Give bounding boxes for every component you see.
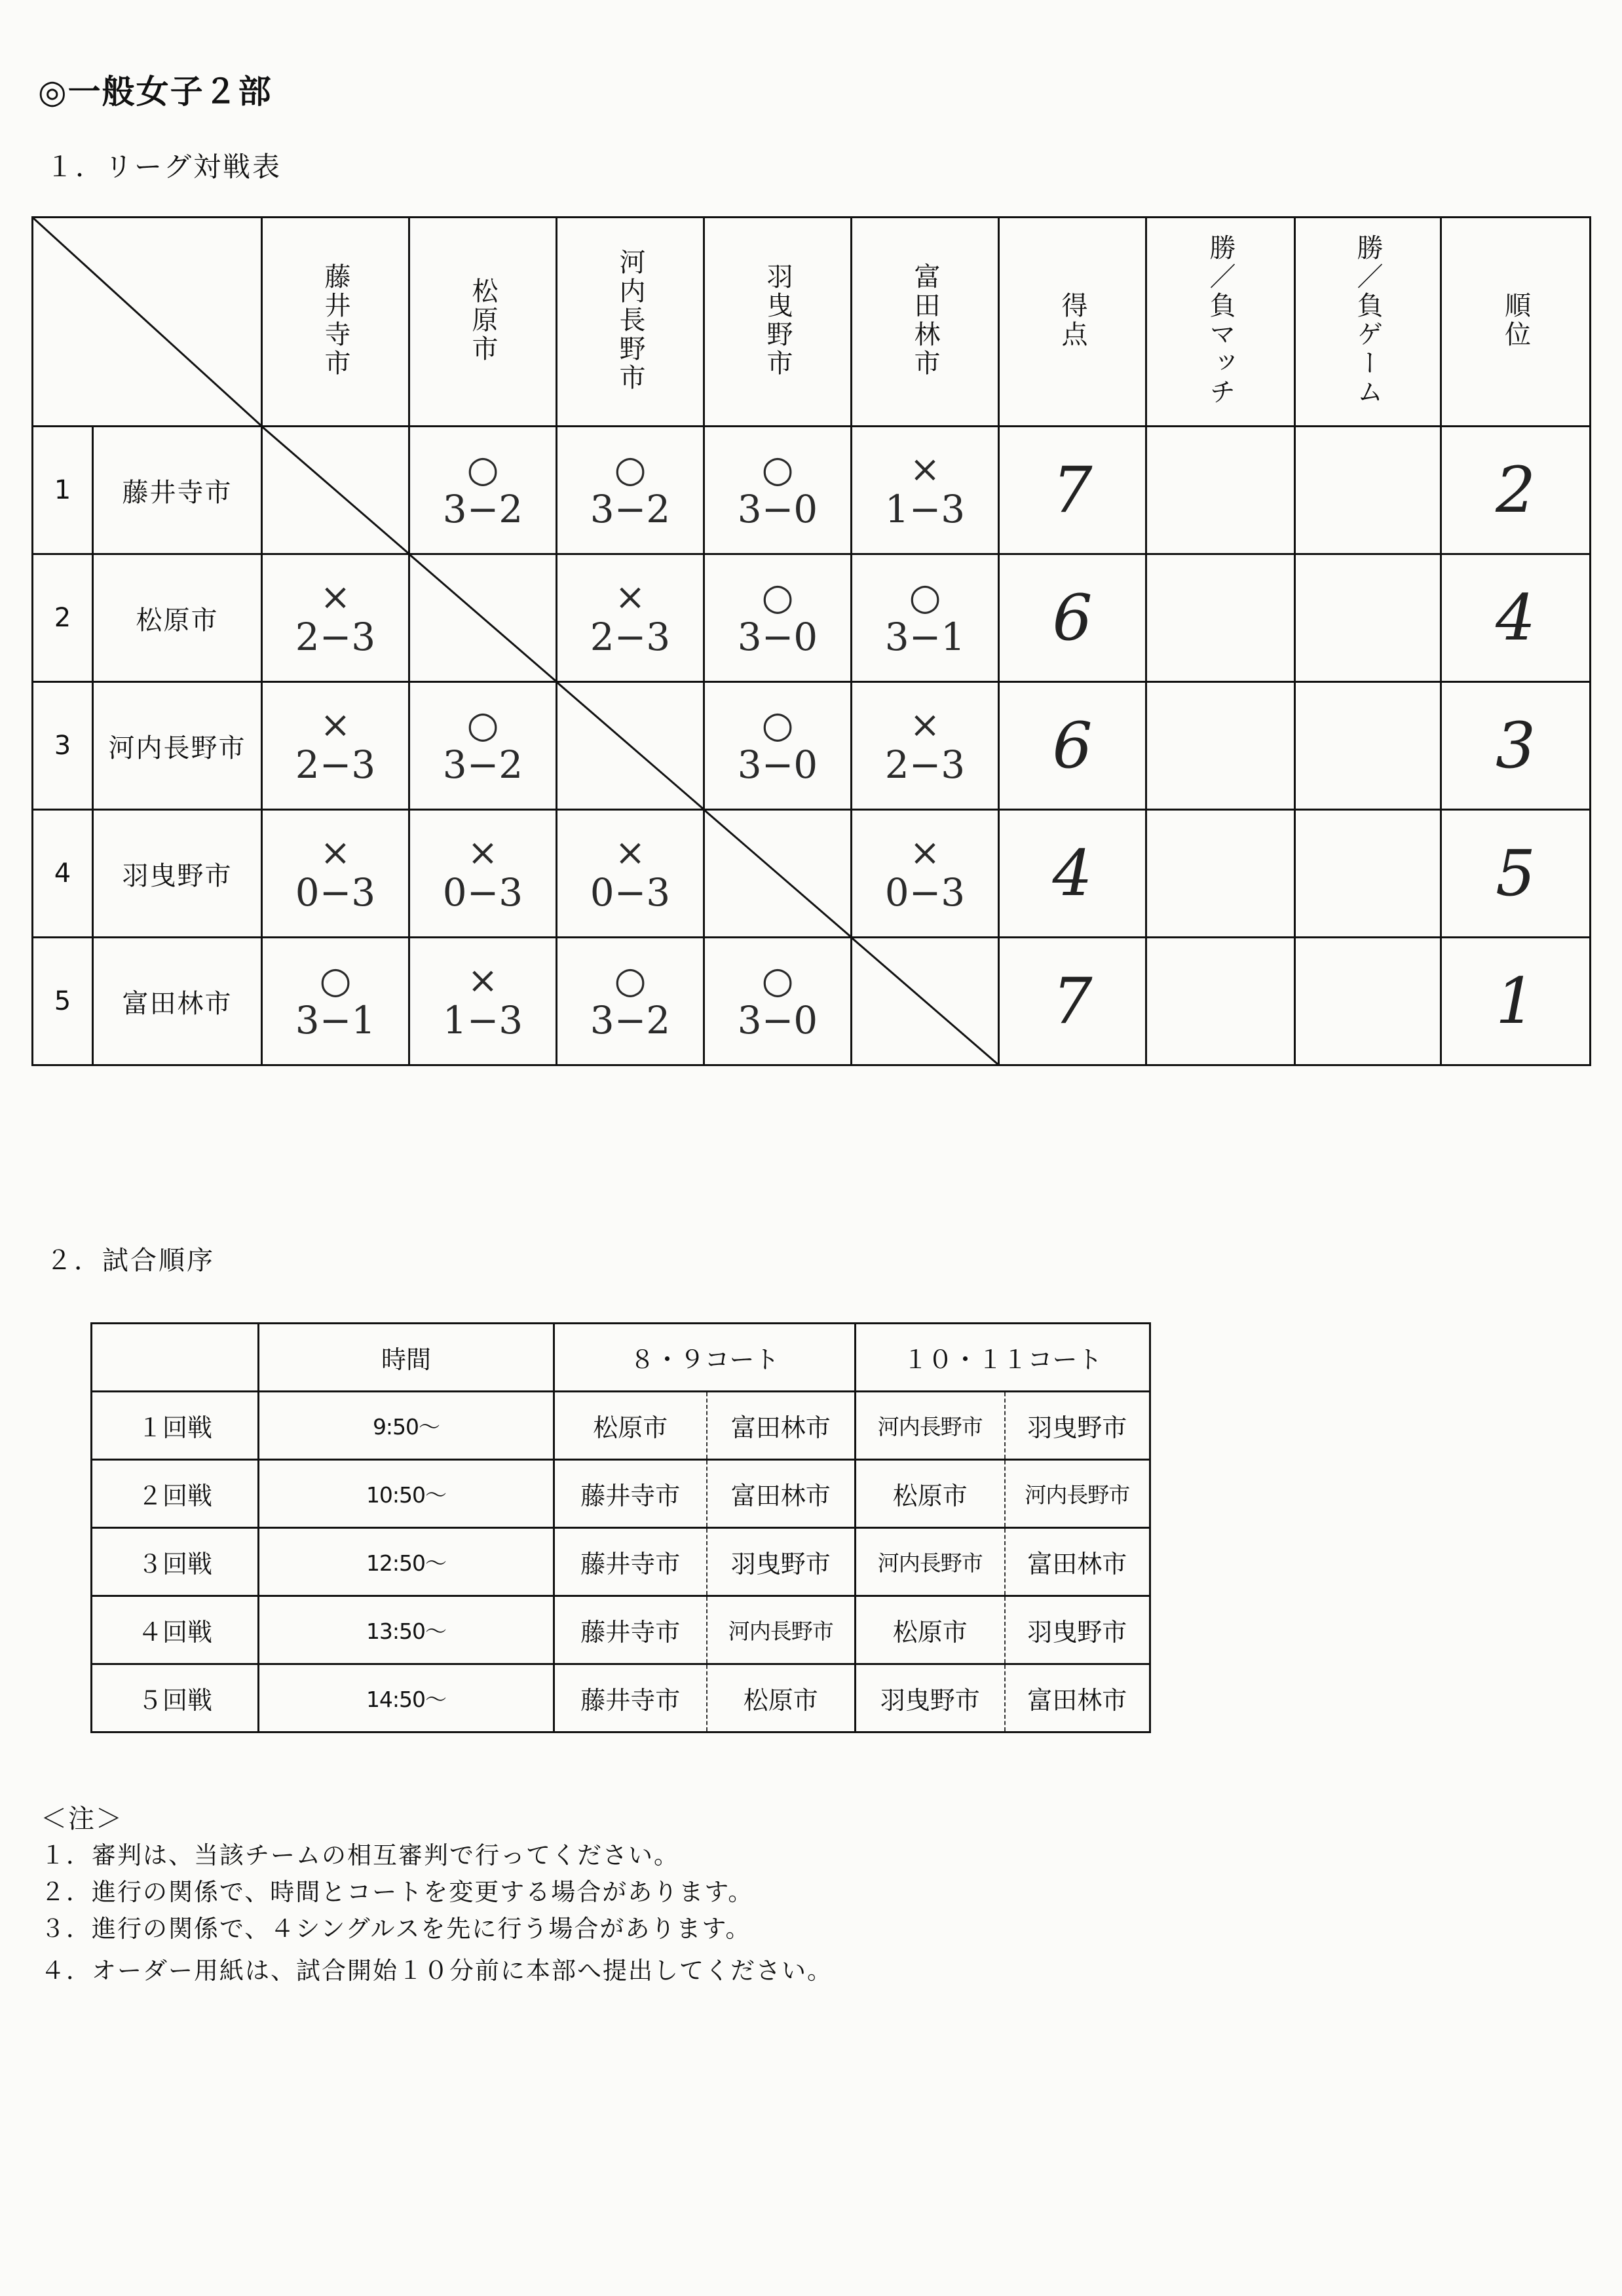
match-result-cell	[409, 810, 557, 938]
league-header-row	[33, 218, 1591, 427]
row-team-name: 河内長野市	[93, 682, 262, 810]
round-label: ３回戦	[92, 1528, 259, 1596]
schedule-row	[92, 1392, 1150, 1460]
row-number: 2	[33, 554, 93, 682]
match-result-cell	[557, 427, 704, 554]
match-score: 3−2	[590, 486, 671, 531]
loss-mark: ×	[467, 959, 499, 1003]
note-item: ２．進行の関係で、時間とコートを変更する場合があります。	[41, 1878, 754, 1906]
game-winloss-cell	[1295, 810, 1441, 938]
match-result-cell	[262, 810, 409, 938]
win-mark: ○	[761, 959, 794, 1003]
match-result-cell	[704, 427, 852, 554]
page-title: ◎一般女子２部	[38, 73, 273, 111]
match-score: 3−2	[442, 486, 523, 531]
rank-cell: 4	[1441, 554, 1591, 682]
col-header-fujiidera: 藤井寺市	[262, 218, 409, 427]
match-score: 3−0	[737, 997, 818, 1043]
court-8-9-team-b: 富田林市	[707, 1392, 856, 1460]
schedule-row	[92, 1528, 1150, 1596]
match-winloss-cell	[1146, 810, 1295, 938]
loss-mark: ×	[320, 832, 351, 875]
diagonal-line	[263, 427, 408, 553]
match-result-cell	[409, 427, 557, 554]
match-result-cell	[262, 682, 409, 810]
court-8-9-team-b: 羽曳野市	[707, 1528, 856, 1596]
schedule-row	[92, 1664, 1150, 1732]
diagonal-line	[852, 938, 998, 1064]
match-score: 0−3	[884, 870, 966, 915]
match-result-cell	[409, 938, 557, 1065]
row-team-name: 羽曳野市	[93, 810, 262, 938]
round-time: 13:50〜	[259, 1596, 554, 1664]
loss-mark: ×	[320, 704, 351, 747]
match-result-cell	[262, 938, 409, 1065]
col-header-game-winloss: 勝／負ゲーム	[1295, 218, 1441, 427]
match-score: 2−3	[295, 614, 376, 659]
match-score: 2−3	[590, 614, 671, 659]
match-winloss-cell	[1146, 554, 1295, 682]
match-score: 3−1	[295, 997, 376, 1043]
court-10-11-team-b: 羽曳野市	[1005, 1392, 1150, 1460]
court-10-11-team-b: 羽曳野市	[1005, 1596, 1150, 1664]
schedule-corner	[92, 1324, 259, 1392]
match-result-cell	[852, 554, 999, 682]
loss-mark: ×	[320, 576, 351, 619]
points-cell: 6	[999, 682, 1146, 810]
match-winloss-cell	[1146, 427, 1295, 554]
notes	[41, 1801, 833, 1989]
match-result-cell	[557, 554, 704, 682]
match-score: 0−3	[295, 870, 376, 915]
round-label: １回戦	[92, 1392, 259, 1460]
league-row	[33, 938, 1591, 1065]
col-header-points: 得点	[999, 218, 1146, 427]
win-mark: ○	[319, 959, 352, 1003]
win-mark: ○	[909, 576, 941, 619]
round-label: ４回戦	[92, 1596, 259, 1664]
game-winloss-cell	[1295, 427, 1441, 554]
match-result-cell	[262, 554, 409, 682]
league-row	[33, 554, 1591, 682]
court-8-9-team-a: 藤井寺市	[554, 1596, 707, 1664]
row-team-name: 富田林市	[93, 938, 262, 1065]
match-result-cell	[852, 810, 999, 938]
rank-cell: 3	[1441, 682, 1591, 810]
self-match-cell	[262, 427, 409, 554]
schedule-header-court-10-11: １０・１１コート	[856, 1324, 1150, 1392]
court-10-11-team-a: 河内長野市	[856, 1392, 1005, 1460]
schedule-row	[92, 1596, 1150, 1664]
diagonal-line	[557, 683, 703, 809]
match-score: 2−3	[295, 742, 376, 787]
match-result-cell	[557, 810, 704, 938]
match-score: 3−0	[737, 742, 818, 787]
col-header-matsubara: 松原市	[409, 218, 557, 427]
match-result-cell	[557, 938, 704, 1065]
game-winloss-cell	[1295, 554, 1441, 682]
col-header-kawachinagano: 河内長野市	[557, 218, 704, 427]
court-10-11-team-b: 富田林市	[1005, 1528, 1150, 1596]
game-winloss-cell	[1295, 938, 1441, 1065]
round-time: 9:50〜	[259, 1392, 554, 1460]
court-8-9-team-b: 松原市	[707, 1664, 856, 1732]
match-score: 3−0	[737, 486, 818, 531]
court-10-11-team-a: 羽曳野市	[856, 1664, 1005, 1732]
win-mark: ○	[761, 704, 794, 747]
match-score: 3−2	[442, 742, 523, 787]
match-score: 0−3	[590, 870, 671, 915]
court-8-9-team-a: 藤井寺市	[554, 1528, 707, 1596]
loss-mark: ×	[909, 832, 941, 875]
corner-cell	[33, 218, 262, 427]
match-score: 1−3	[442, 997, 523, 1043]
match-score: 1−3	[884, 486, 966, 531]
diagonal-line	[705, 811, 850, 936]
section-schedule-title: ２．試合順序	[46, 1246, 215, 1276]
win-mark: ○	[761, 448, 794, 491]
schedule-row	[92, 1460, 1150, 1528]
loss-mark: ×	[467, 832, 499, 875]
win-mark: ○	[614, 959, 647, 1003]
col-header-match-winloss: 勝／負マッチ	[1146, 218, 1295, 427]
league-row	[33, 810, 1591, 938]
match-winloss-cell	[1146, 938, 1295, 1065]
court-10-11-team-a: 松原市	[856, 1460, 1005, 1528]
col-header-habikino: 羽曳野市	[704, 218, 852, 427]
rank-cell: 2	[1441, 427, 1591, 554]
loss-mark: ×	[614, 832, 646, 875]
round-time: 12:50〜	[259, 1528, 554, 1596]
corner-diagonal	[33, 218, 261, 425]
court-8-9-team-a: 藤井寺市	[554, 1664, 707, 1732]
match-score: 0−3	[442, 870, 523, 915]
court-8-9-team-a: 松原市	[554, 1392, 707, 1460]
loss-mark: ×	[909, 448, 941, 491]
match-result-cell	[852, 682, 999, 810]
court-8-9-team-a: 藤井寺市	[554, 1460, 707, 1528]
court-10-11-team-a: 松原市	[856, 1596, 1005, 1664]
notes-heading: ＜注＞	[41, 1804, 123, 1834]
points-cell: 6	[999, 554, 1146, 682]
section-league-title: １．リーグ対戦表	[46, 151, 282, 183]
league-row	[33, 427, 1591, 554]
self-match-cell	[704, 810, 852, 938]
note-item: ４．オーダー用紙は、試合開始１０分前に本部へ提出してください。	[41, 1957, 833, 1985]
match-score: 3−0	[737, 614, 818, 659]
row-number: 4	[33, 810, 93, 938]
loss-mark: ×	[614, 576, 646, 619]
points-cell: 4	[999, 810, 1146, 938]
win-mark: ○	[466, 704, 499, 747]
match-result-cell	[704, 682, 852, 810]
row-number: 3	[33, 682, 93, 810]
match-result-cell	[704, 554, 852, 682]
row-number: 1	[33, 427, 93, 554]
rank-cell: 1	[1441, 938, 1591, 1065]
match-result-cell	[409, 682, 557, 810]
points-cell: 7	[999, 938, 1146, 1065]
match-score: 2−3	[884, 742, 966, 787]
col-header-tondabayashi: 富田林市	[852, 218, 999, 427]
loss-mark: ×	[909, 704, 941, 747]
league-table	[31, 216, 1591, 1066]
round-label: ２回戦	[92, 1460, 259, 1528]
court-10-11-team-b: 富田林市	[1005, 1664, 1150, 1732]
note-item: １．審判は、当該チームの相互審判で行ってください。	[41, 1841, 679, 1869]
note-item: ３．進行の関係で、４シングルスを先に行う場合があります。	[41, 1915, 751, 1943]
match-score: 3−2	[590, 997, 671, 1043]
col-header-rank: 順位	[1441, 218, 1591, 427]
court-8-9-team-b: 河内長野市	[707, 1596, 856, 1664]
match-score: 3−1	[884, 614, 966, 659]
schedule-header-row	[92, 1324, 1150, 1392]
schedule-header-time: 時間	[259, 1324, 554, 1392]
round-label: ５回戦	[92, 1664, 259, 1732]
court-10-11-team-a: 河内長野市	[856, 1528, 1005, 1596]
row-number: 5	[33, 938, 93, 1065]
league-row	[33, 682, 1591, 810]
points-cell: 7	[999, 427, 1146, 554]
match-winloss-cell	[1146, 682, 1295, 810]
match-result-cell	[704, 938, 852, 1065]
diagonal-line	[410, 555, 556, 681]
win-mark: ○	[614, 448, 647, 491]
schedule-table	[90, 1322, 1151, 1733]
schedule-header-court-8-9: ８・９コート	[554, 1324, 856, 1392]
round-time: 14:50〜	[259, 1664, 554, 1732]
self-match-cell	[852, 938, 999, 1065]
self-match-cell	[557, 682, 704, 810]
court-8-9-team-b: 富田林市	[707, 1460, 856, 1528]
win-mark: ○	[761, 576, 794, 619]
court-10-11-team-b: 河内長野市	[1005, 1460, 1150, 1528]
round-time: 10:50〜	[259, 1460, 554, 1528]
match-result-cell	[852, 427, 999, 554]
row-team-name: 松原市	[93, 554, 262, 682]
game-winloss-cell	[1295, 682, 1441, 810]
self-match-cell	[409, 554, 557, 682]
row-team-name: 藤井寺市	[93, 427, 262, 554]
win-mark: ○	[466, 448, 499, 491]
rank-cell: 5	[1441, 810, 1591, 938]
